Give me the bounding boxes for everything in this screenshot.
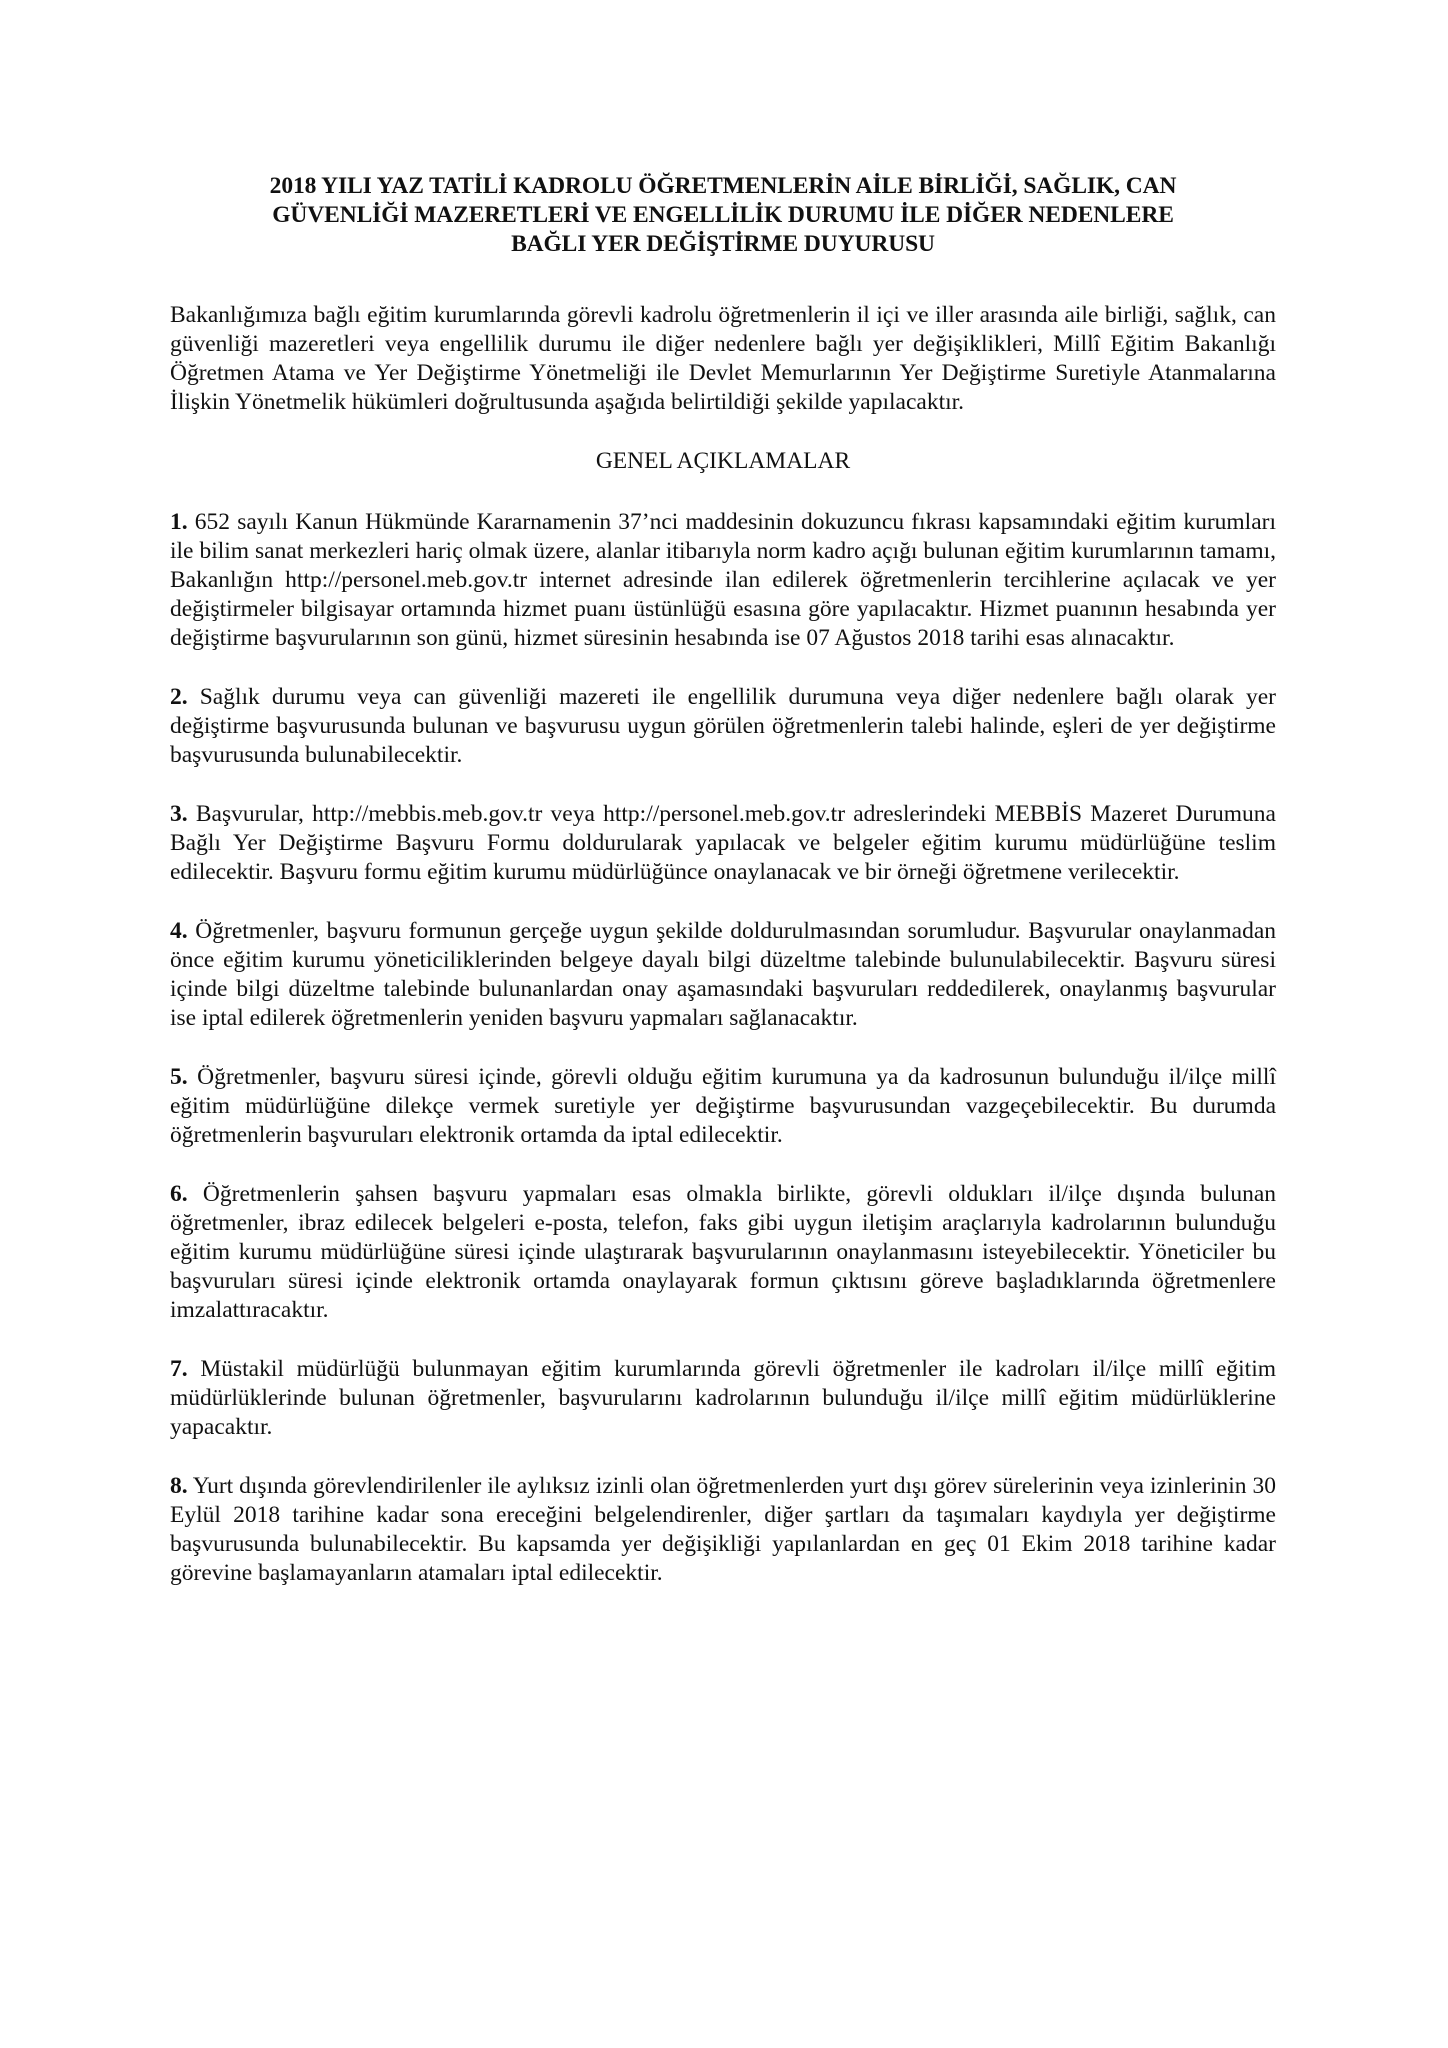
document-title xyxy=(170,172,1276,259)
intro-paragraph: Bakanlığımıza bağlı eğitim kurumlarında görevli kadrolu öğretmenlerin il içi ve iller arasında aile birliği, sağlık, can güvenliği mazeretleri veya engellilik durumu ile diğer nedenlere bağlı yer değişiklikleri, Millî Eğitim Bakanlığı Öğretmen Atama ve Yer Değiştirme Yönetmeliği ile Devlet Memurlarının Yer Değiştirme Suretiyle Atanmalarına İlişkin Yönetmelik hükümleri doğrultusunda aşağıda belirtildiği şekilde yapılacaktır. xyxy=(170,302,1276,415)
item-text: Öğretmenler, başvuru formunun gerçeğe uygun şekilde doldurulmasından sorumludur. Başvurular onaylanmadan önce eğitim kurumu yöneticiliklerinden belgeye dayalı bilgi düzeltme talebinde bulunulabilecektir. Başvuru süresi içinde bilgi düzeltme talebinde bulunanlardan onay aşamasındaki başvuruları reddedilerek, onaylanmış başvurular ise iptal edilerek öğretmenlerin yeniden başvuru yapmaları sağlanacaktır. xyxy=(170,918,1276,1031)
item-number: 3. xyxy=(170,801,188,827)
document-page xyxy=(170,172,1276,1588)
item-number: 5. xyxy=(170,1064,188,1090)
section-heading: GENEL AÇIKLAMALAR xyxy=(595,448,851,474)
item-number: 1. xyxy=(170,509,188,535)
item-text: Sağlık durumu veya can güvenliği mazereti ile engellilik durumuna veya diğer nedenlere bağlı olarak yer değiştirme başvurusunda bulunan ve başvurusu uygun görülen öğretmenlerin talebi halinde, eşleri de yer değiştirme başvurusunda bulunabilecektir. xyxy=(170,684,1276,768)
item-text: Öğretmenlerin şahsen başvuru yapmaları esas olmakla birlikte, görevli oldukları il/ilçe dışında bulunan öğretmenler, ibraz edilecek belgeleri e-posta, telefon, faks gibi uygun iletişim araçlarıyla kadrolarının bulunduğu eğitim kurumu müdürlüğüne süresi içinde ulaştırarak başvurularının onaylanmasını isteyebilecektir. Yöneticiler bu başvuruları süresi içinde elektronik ortamda onaylayarak formun çıktısını göreve başladıklarında öğretmenlere imzalattıracaktır. xyxy=(170,1181,1276,1323)
title-line: BAĞLI YER DEĞİŞTİRME DUYURUSU xyxy=(511,231,935,257)
item-number: 2. xyxy=(170,684,188,710)
item-number: 7. xyxy=(170,1356,188,1382)
item-number: 8. xyxy=(170,1473,188,1499)
list-item-8 xyxy=(170,1472,1276,1588)
item-text: Yurt dışında görevlendirilenler ile aylıksız izinli olan öğretmenlerden yurt dışı görev sürelerinin veya izinlerinin 30 Eylül 2018 tarihine kadar sona ereceğini belgelendirenler, diğer şartları da taşımaları kaydıyla yer değiştirme başvurusunda bulunabilecektir. Bu kapsamda yer değişikliği yapılanlardan en geç 01 Ekim 2018 tarihine kadar görevine başlamayanların atamaları iptal edilecektir. xyxy=(170,1473,1276,1586)
list-item-2 xyxy=(170,683,1276,770)
list-item-6 xyxy=(170,1180,1276,1325)
item-text: Müstakil müdürlüğü bulunmayan eğitim kurumlarında görevli öğretmenler ile kadroları il/ilçe millî eğitim müdürlüklerinde bulunan öğretmenler, başvurularını kadrolarının bulunduğu il/ilçe millî eğitim müdürlüklerine yapacaktır. xyxy=(170,1356,1276,1440)
list-item-1 xyxy=(170,508,1276,653)
item-text: 652 sayılı Kanun Hükmünde Kararnamenin 37’nci maddesinin dokuzuncu fıkrası kapsamındaki eğitim kurumları ile bilim sanat merkezleri hariç olmak üzere, alanlar itibarıyla norm kadro açığı bulunan eğitim kurumlarının tamamı, Bakanlığın http://personel.meb.gov.tr internet adresinde ilan edilerek öğretmenlerin tercihlerine açılacak ve yer değiştirmeler bilgisayar ortamında hizmet puanı üstünlüğü esasına göre yapılacaktır. Hizmet puanının hesabında yer değiştirme başvurularının son günü, hizmet süresinin hesabında ise 07 Ağustos 2018 tarihi esas alınacaktır. xyxy=(170,509,1276,651)
title-line: 2018 YILI YAZ TATİLİ KADROLU ÖĞRETMENLERİN AİLE BİRLİĞİ, SAĞLIK, CAN xyxy=(269,173,1177,199)
item-text: Başvurular, http://mebbis.meb.gov.tr veya http://personel.meb.gov.tr adreslerindeki MEBBİS Mazeret Durumuna Bağlı Yer Değiştirme Başvuru Formu doldurularak yapılacak ve belgeler eğitim kurumu müdürlüğüne teslim edilecektir. Başvuru formu eğitim kurumu müdürlüğünce onaylanacak ve bir örneği öğretmene verilecektir. xyxy=(170,801,1276,885)
list-item-5 xyxy=(170,1063,1276,1150)
item-number: 4. xyxy=(170,918,188,944)
list-item-3 xyxy=(170,800,1276,887)
title-line: GÜVENLİĞİ MAZERETLERİ VE ENGELLİLİK DURUMU İLE DİĞER NEDENLERE xyxy=(272,202,1174,228)
list-item-4 xyxy=(170,917,1276,1033)
item-text: Öğretmenler, başvuru süresi içinde, görevli olduğu eğitim kurumuna ya da kadrosunun bulunduğu il/ilçe millî eğitim müdürlüğüne dilekçe vermek suretiyle yer değiştirme başvurusundan vazgeçebilecektir. Bu durumda öğretmenlerin başvuruları elektronik ortamda da iptal edilecektir. xyxy=(170,1064,1276,1148)
item-number: 6. xyxy=(170,1181,188,1207)
list-item-7 xyxy=(170,1355,1276,1442)
